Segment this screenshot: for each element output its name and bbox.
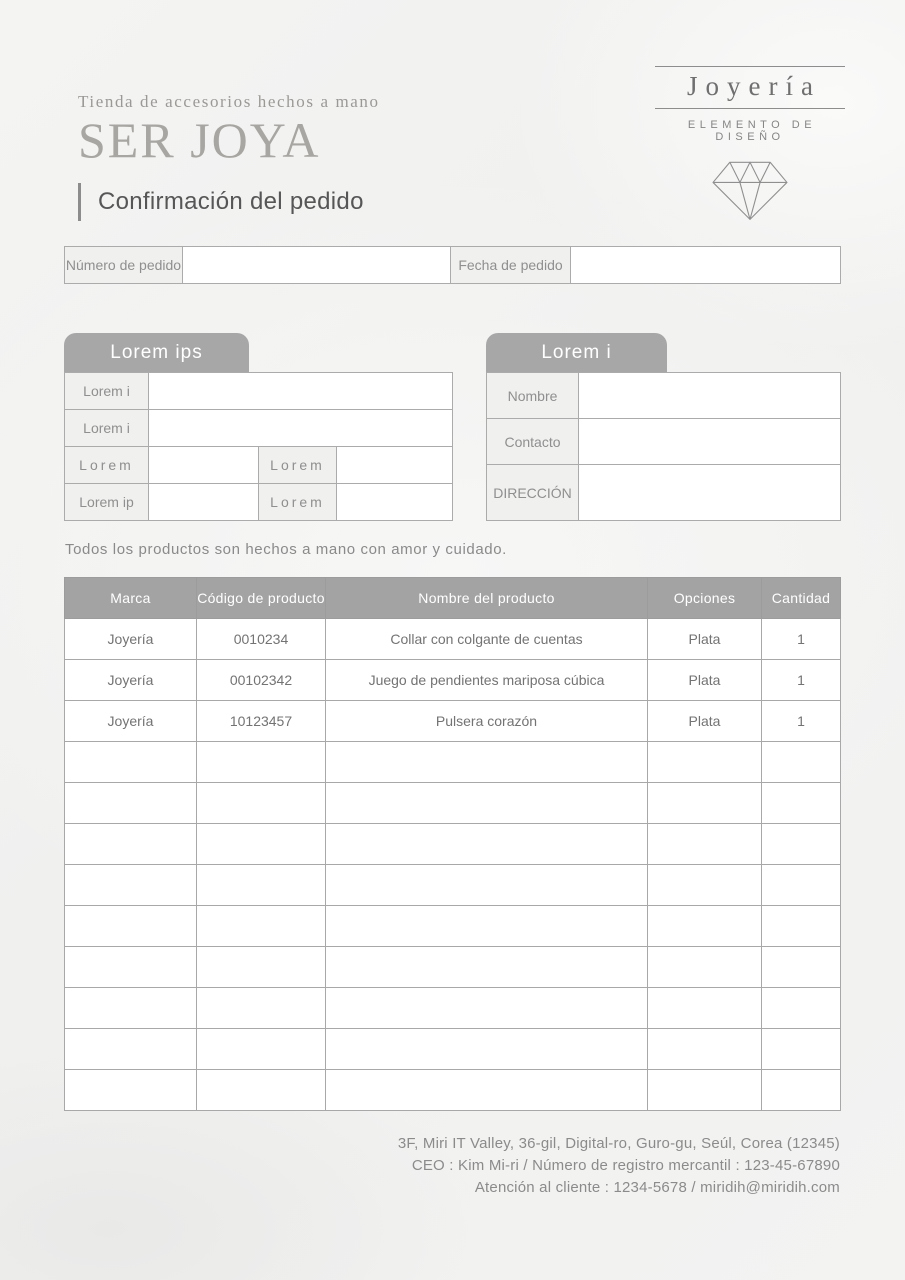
handmade-note: Todos los productos son hechos a mano con amor y cuidado. xyxy=(65,541,507,558)
products-table xyxy=(64,577,841,1111)
customer-tab: Lorem i xyxy=(486,333,667,372)
seller-section xyxy=(64,333,452,521)
seller-field-1[interactable] xyxy=(149,373,453,410)
product-marca: Joyería xyxy=(65,701,197,742)
product-cantidad: 1 xyxy=(762,619,841,660)
header-nombre: Nombre del producto xyxy=(326,578,648,619)
product-row xyxy=(65,660,841,701)
product-codigo: 10123457 xyxy=(197,701,326,742)
product-codigo: 00102342 xyxy=(197,660,326,701)
seller-field-4[interactable] xyxy=(337,447,453,484)
seller-label-5: Lorem ip xyxy=(65,484,149,521)
header-marca: Marca xyxy=(65,578,197,619)
product-nombre: Juego de pendientes mariposa cúbica xyxy=(326,660,648,701)
order-number-label: Número de pedido xyxy=(65,247,183,284)
product-opciones: Plata xyxy=(648,619,762,660)
logo-rule-bottom xyxy=(655,108,845,109)
order-date-field[interactable] xyxy=(571,247,841,284)
seller-row xyxy=(65,410,453,447)
customer-row xyxy=(487,419,841,465)
brand-tagline: Tienda de accesorios hechos a mano xyxy=(78,92,380,111)
seller-label-3: Lorem xyxy=(65,447,149,484)
customer-section xyxy=(486,333,840,521)
product-opciones: Plata xyxy=(648,701,762,742)
seller-field-6[interactable] xyxy=(337,484,453,521)
seller-row xyxy=(65,484,453,521)
order-info-table xyxy=(64,246,841,284)
footer-address: 3F, Miri IT Valley, 36-gil, Digital-ro, Guro-gu, Seúl, Corea (12345) xyxy=(397,1135,840,1152)
customer-field-nombre[interactable] xyxy=(579,373,841,419)
product-cantidad: 1 xyxy=(762,701,841,742)
footer-ceo-registration: CEO : Kim Mi-ri / Número de registro mercantil : 123-45-67890 xyxy=(411,1157,840,1174)
seller-row xyxy=(65,447,453,484)
customer-field-contacto[interactable] xyxy=(579,419,841,465)
empty-product-row xyxy=(65,1070,841,1111)
product-opciones: Plata xyxy=(648,660,762,701)
header-cantidad: Cantidad xyxy=(762,578,841,619)
diamond-icon xyxy=(708,156,792,224)
product-row xyxy=(65,619,841,660)
seller-field-2[interactable] xyxy=(149,410,453,447)
logo-subtitle: ELEMENTO DE DISEÑO xyxy=(687,119,817,143)
logo-title: Joyería xyxy=(687,71,821,101)
customer-label-nombre: Nombre xyxy=(487,373,579,419)
seller-label-6: Lorem xyxy=(259,484,337,521)
footer xyxy=(398,1133,840,1199)
customer-label-direccion: DIRECCIÓN xyxy=(487,465,579,521)
products-header-row xyxy=(65,578,841,619)
product-marca: Joyería xyxy=(65,660,197,701)
product-nombre: Collar con colgante de cuentas xyxy=(326,619,648,660)
page-title: Confirmación del pedido xyxy=(98,188,364,215)
seller-row xyxy=(65,373,453,410)
customer-field-direccion[interactable] xyxy=(579,465,841,521)
empty-product-row xyxy=(65,865,841,906)
empty-product-row xyxy=(65,783,841,824)
product-nombre: Pulsera corazón xyxy=(326,701,648,742)
footer-customer-service: Atención al cliente : 1234-5678 / miridih@miridih.com xyxy=(474,1179,840,1196)
seller-label-4: Lorem xyxy=(259,447,337,484)
header-codigo: Código de producto xyxy=(197,578,326,619)
product-row xyxy=(65,701,841,742)
empty-product-row xyxy=(65,906,841,947)
customer-label-contacto: Contacto xyxy=(487,419,579,465)
seller-table xyxy=(64,372,453,521)
product-cantidad: 1 xyxy=(762,660,841,701)
order-info-row xyxy=(65,247,841,284)
customer-row xyxy=(487,373,841,419)
empty-product-row xyxy=(65,1029,841,1070)
empty-product-row xyxy=(65,947,841,988)
title-accent-bar xyxy=(78,183,81,221)
order-number-field[interactable] xyxy=(183,247,451,284)
empty-product-row xyxy=(65,742,841,783)
page-title-row xyxy=(78,183,364,221)
product-codigo: 0010234 xyxy=(197,619,326,660)
seller-field-5[interactable] xyxy=(149,484,259,521)
logo-block xyxy=(655,66,845,229)
seller-label-2: Lorem i xyxy=(65,410,149,447)
seller-tab: Lorem ips xyxy=(64,333,249,372)
brand-block xyxy=(78,92,380,168)
empty-product-row xyxy=(65,988,841,1029)
seller-field-3[interactable] xyxy=(149,447,259,484)
empty-product-row xyxy=(65,824,841,865)
product-marca: Joyería xyxy=(65,619,197,660)
brand-name: SER JOYA xyxy=(78,112,321,168)
customer-row xyxy=(487,465,841,521)
seller-label-1: Lorem i xyxy=(65,373,149,410)
header-opciones: Opciones xyxy=(648,578,762,619)
order-date-label: Fecha de pedido xyxy=(451,247,571,284)
customer-table xyxy=(486,372,841,521)
